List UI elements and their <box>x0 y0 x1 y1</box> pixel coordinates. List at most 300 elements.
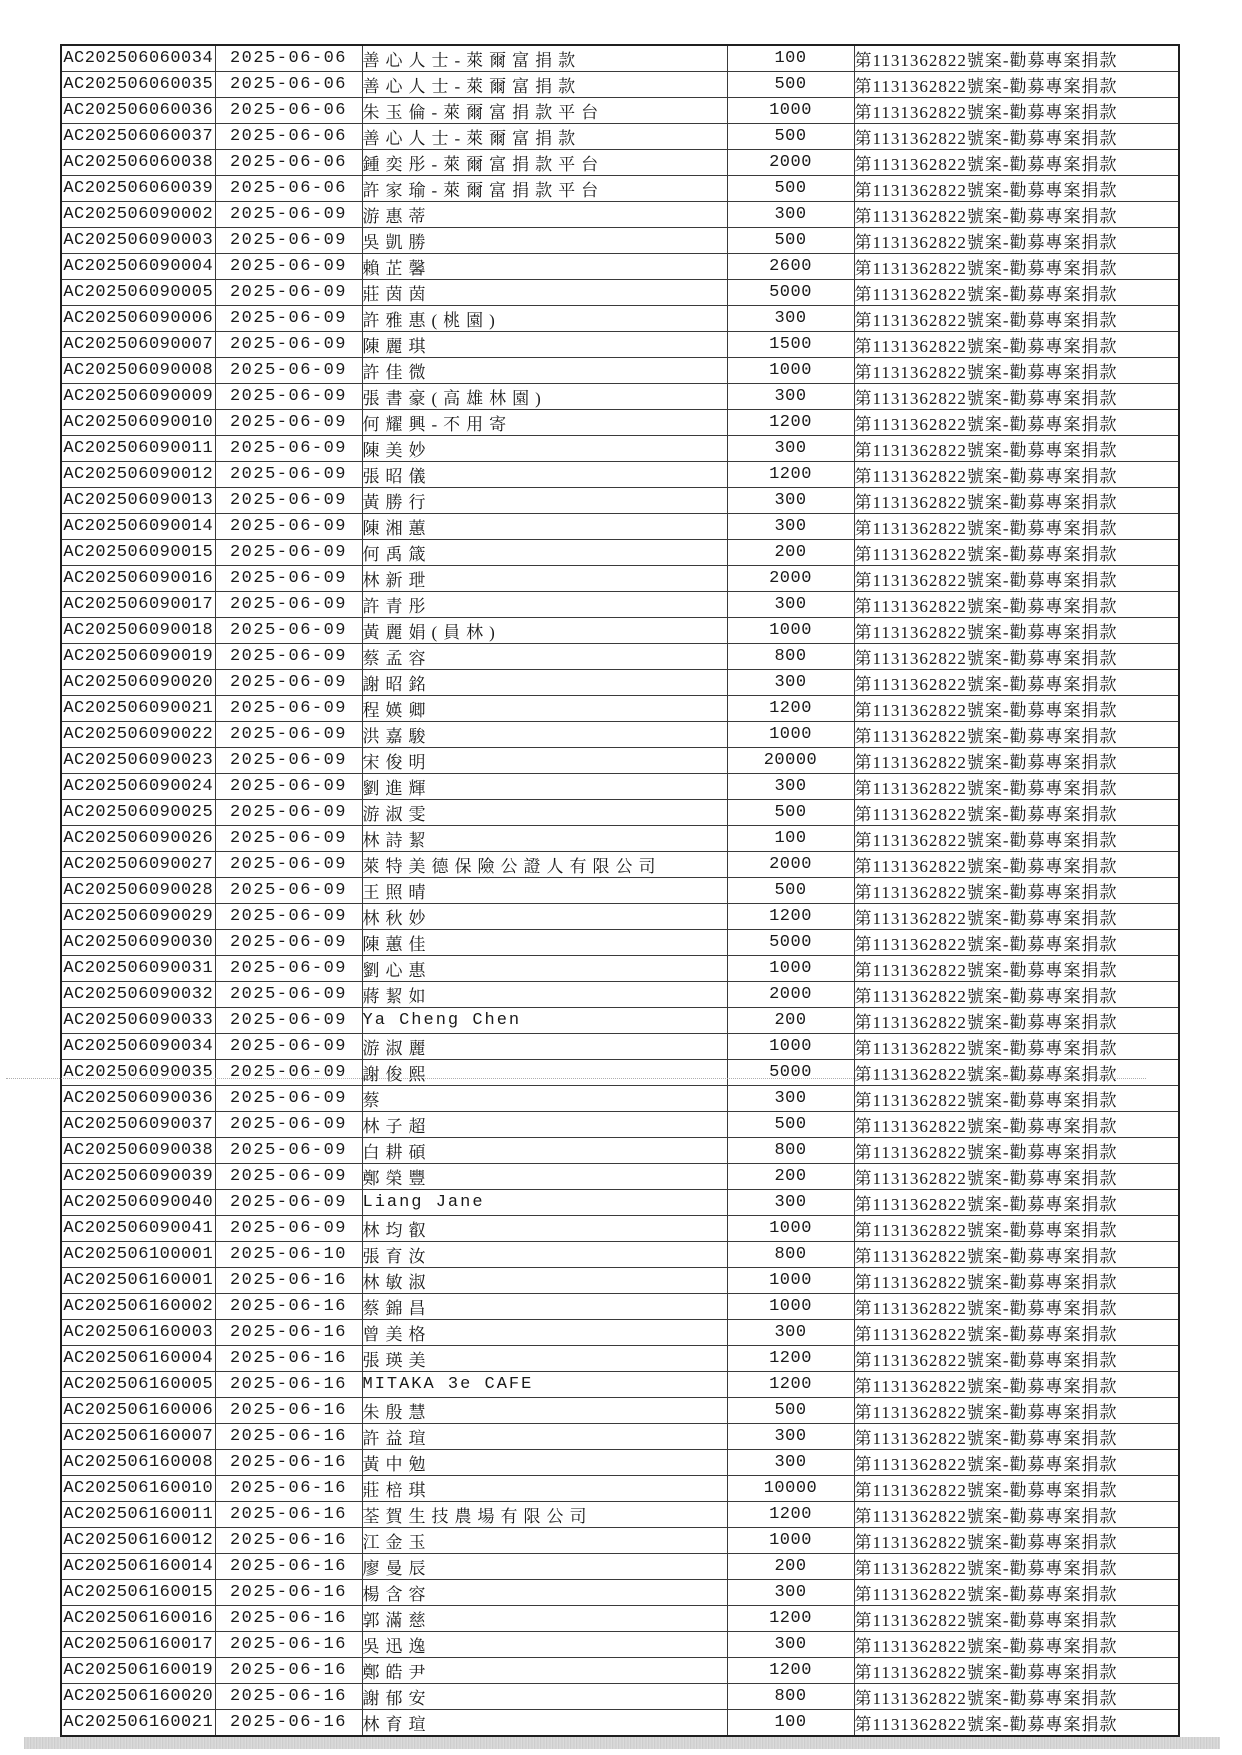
donor-cell: 林敏淑 <box>362 1268 727 1294</box>
date-cell: 2025-06-09 <box>215 202 362 228</box>
amount-cell: 100 <box>727 826 854 852</box>
amount-cell: 1500 <box>727 332 854 358</box>
donor-cell: 洪嘉駿 <box>362 722 727 748</box>
amount-cell: 500 <box>727 72 854 98</box>
donor-cell: 曾美格 <box>362 1320 727 1346</box>
case-cell: 第1131362822號案-勸募專案捐款 <box>854 930 1179 956</box>
case-cell: 第1131362822號案-勸募專案捐款 <box>854 644 1179 670</box>
amount-cell: 300 <box>727 514 854 540</box>
table-row <box>61 332 1179 358</box>
case-cell: 第1131362822號案-勸募專案捐款 <box>854 748 1179 774</box>
case-cell: 第1131362822號案-勸募專案捐款 <box>854 540 1179 566</box>
donor-cell: 張書豪(高雄林園) <box>362 384 727 410</box>
amount-cell: 100 <box>727 45 854 72</box>
table-row <box>61 1528 1179 1554</box>
date-cell: 2025-06-16 <box>215 1268 362 1294</box>
donor-cell: MITAKA 3e CAFE <box>362 1372 727 1398</box>
case-cell: 第1131362822號案-勸募專案捐款 <box>854 488 1179 514</box>
amount-cell: 5000 <box>727 280 854 306</box>
table-row <box>61 1606 1179 1632</box>
donor-cell: Liang Jane <box>362 1190 727 1216</box>
amount-cell: 500 <box>727 1112 854 1138</box>
receipt-id-cell: AC202506090033 <box>61 1008 215 1034</box>
date-cell: 2025-06-16 <box>215 1424 362 1450</box>
table-row <box>61 566 1179 592</box>
amount-cell: 300 <box>727 592 854 618</box>
table-row <box>61 930 1179 956</box>
date-cell: 2025-06-09 <box>215 514 362 540</box>
receipt-id-cell: AC202506090020 <box>61 670 215 696</box>
case-cell: 第1131362822號案-勸募專案捐款 <box>854 1060 1179 1086</box>
receipt-id-cell: AC202506090030 <box>61 930 215 956</box>
receipt-id-cell: AC202506090002 <box>61 202 215 228</box>
amount-cell: 2000 <box>727 852 854 878</box>
case-cell: 第1131362822號案-勸募專案捐款 <box>854 202 1179 228</box>
table-row <box>61 670 1179 696</box>
table-row <box>61 826 1179 852</box>
table-row <box>61 982 1179 1008</box>
date-cell: 2025-06-09 <box>215 1086 362 1112</box>
amount-cell: 500 <box>727 176 854 202</box>
receipt-id-cell: AC202506090039 <box>61 1164 215 1190</box>
date-cell: 2025-06-06 <box>215 98 362 124</box>
donor-cell: 張瑛美 <box>362 1346 727 1372</box>
case-cell: 第1131362822號案-勸募專案捐款 <box>854 800 1179 826</box>
table-row <box>61 1164 1179 1190</box>
amount-cell: 500 <box>727 124 854 150</box>
case-cell: 第1131362822號案-勸募專案捐款 <box>854 1580 1179 1606</box>
table-row <box>61 1502 1179 1528</box>
donor-cell: 鍾奕彤-萊爾富捐款平台 <box>362 150 727 176</box>
date-cell: 2025-06-09 <box>215 670 362 696</box>
amount-cell: 800 <box>727 644 854 670</box>
receipt-id-cell: AC202506090026 <box>61 826 215 852</box>
case-cell: 第1131362822號案-勸募專案捐款 <box>854 72 1179 98</box>
amount-cell: 1200 <box>727 410 854 436</box>
date-cell: 2025-06-16 <box>215 1502 362 1528</box>
case-cell: 第1131362822號案-勸募專案捐款 <box>854 1710 1179 1737</box>
donor-cell: 楊含容 <box>362 1580 727 1606</box>
date-cell: 2025-06-09 <box>215 1190 362 1216</box>
case-cell: 第1131362822號案-勸募專案捐款 <box>854 1528 1179 1554</box>
amount-cell: 300 <box>727 1086 854 1112</box>
receipt-id-cell: AC202506090035 <box>61 1060 215 1086</box>
receipt-id-cell: AC202506090010 <box>61 410 215 436</box>
date-cell: 2025-06-06 <box>215 72 362 98</box>
case-cell: 第1131362822號案-勸募專案捐款 <box>854 1320 1179 1346</box>
donor-cell: 陳麗琪 <box>362 332 727 358</box>
date-cell: 2025-06-06 <box>215 150 362 176</box>
case-cell: 第1131362822號案-勸募專案捐款 <box>854 1294 1179 1320</box>
amount-cell: 1200 <box>727 1346 854 1372</box>
table-row <box>61 436 1179 462</box>
amount-cell: 1000 <box>727 618 854 644</box>
receipt-id-cell: AC202506090018 <box>61 618 215 644</box>
table-row <box>61 306 1179 332</box>
donor-cell: 莊茵茵 <box>362 280 727 306</box>
table-row <box>61 488 1179 514</box>
table-row <box>61 722 1179 748</box>
case-cell: 第1131362822號案-勸募專案捐款 <box>854 1372 1179 1398</box>
table-row <box>61 1268 1179 1294</box>
receipt-id-cell: AC202506160001 <box>61 1268 215 1294</box>
amount-cell: 1200 <box>727 462 854 488</box>
table-row <box>61 1034 1179 1060</box>
donor-cell: 王照晴 <box>362 878 727 904</box>
date-cell: 2025-06-09 <box>215 826 362 852</box>
receipt-id-cell: AC202506090029 <box>61 904 215 930</box>
donor-cell: 游淑雯 <box>362 800 727 826</box>
donor-cell: 白耕碩 <box>362 1138 727 1164</box>
receipt-id-cell: AC202506160017 <box>61 1632 215 1658</box>
table-row <box>61 176 1179 202</box>
case-cell: 第1131362822號案-勸募專案捐款 <box>854 878 1179 904</box>
case-cell: 第1131362822號案-勸募專案捐款 <box>854 150 1179 176</box>
date-cell: 2025-06-09 <box>215 436 362 462</box>
table-row <box>61 98 1179 124</box>
case-cell: 第1131362822號案-勸募專案捐款 <box>854 280 1179 306</box>
date-cell: 2025-06-09 <box>215 332 362 358</box>
amount-cell: 200 <box>727 1164 854 1190</box>
date-cell: 2025-06-16 <box>215 1450 362 1476</box>
table-row <box>61 748 1179 774</box>
amount-cell: 1000 <box>727 1216 854 1242</box>
case-cell: 第1131362822號案-勸募專案捐款 <box>854 722 1179 748</box>
amount-cell: 2000 <box>727 566 854 592</box>
table-row <box>61 254 1179 280</box>
amount-cell: 800 <box>727 1684 854 1710</box>
amount-cell: 500 <box>727 800 854 826</box>
case-cell: 第1131362822號案-勸募專案捐款 <box>854 1450 1179 1476</box>
amount-cell: 1200 <box>727 1606 854 1632</box>
donor-cell: 程媖卿 <box>362 696 727 722</box>
table-row <box>61 540 1179 566</box>
receipt-id-cell: AC202506090032 <box>61 982 215 1008</box>
donor-cell: 陳湘蕙 <box>362 514 727 540</box>
date-cell: 2025-06-09 <box>215 358 362 384</box>
case-cell: 第1131362822號案-勸募專案捐款 <box>854 1502 1179 1528</box>
donor-cell: 吳凱勝 <box>362 228 727 254</box>
case-cell: 第1131362822號案-勸募專案捐款 <box>854 436 1179 462</box>
table-row <box>61 1424 1179 1450</box>
date-cell: 2025-06-09 <box>215 722 362 748</box>
receipt-id-cell: AC202506090036 <box>61 1086 215 1112</box>
donor-cell: 蔡孟容 <box>362 644 727 670</box>
table-row <box>61 1138 1179 1164</box>
amount-cell: 5000 <box>727 930 854 956</box>
scan-artifact-dotted-line <box>6 1078 1146 1079</box>
donor-cell: 朱玉倫-萊爾富捐款平台 <box>362 98 727 124</box>
donor-cell: 吳迅逸 <box>362 1632 727 1658</box>
receipt-id-cell: AC202506090016 <box>61 566 215 592</box>
case-cell: 第1131362822號案-勸募專案捐款 <box>854 228 1179 254</box>
amount-cell: 300 <box>727 202 854 228</box>
amount-cell: 2000 <box>727 982 854 1008</box>
case-cell: 第1131362822號案-勸募專案捐款 <box>854 1554 1179 1580</box>
receipt-id-cell: AC202506090022 <box>61 722 215 748</box>
receipt-id-cell: AC202506160021 <box>61 1710 215 1737</box>
donor-cell: 林秋妙 <box>362 904 727 930</box>
case-cell: 第1131362822號案-勸募專案捐款 <box>854 1268 1179 1294</box>
amount-cell: 300 <box>727 436 854 462</box>
table-row <box>61 1658 1179 1684</box>
table-row <box>61 1086 1179 1112</box>
amount-cell: 300 <box>727 670 854 696</box>
date-cell: 2025-06-16 <box>215 1476 362 1502</box>
receipt-id-cell: AC202506090014 <box>61 514 215 540</box>
date-cell: 2025-06-09 <box>215 774 362 800</box>
date-cell: 2025-06-09 <box>215 644 362 670</box>
receipt-id-cell: AC202506090019 <box>61 644 215 670</box>
amount-cell: 1000 <box>727 956 854 982</box>
receipt-id-cell: AC202506090015 <box>61 540 215 566</box>
donor-cell: 林詩絜 <box>362 826 727 852</box>
receipt-id-cell: AC202506160010 <box>61 1476 215 1502</box>
table-row <box>61 1684 1179 1710</box>
amount-cell: 1200 <box>727 696 854 722</box>
case-cell: 第1131362822號案-勸募專案捐款 <box>854 358 1179 384</box>
receipt-id-cell: AC202506160015 <box>61 1580 215 1606</box>
receipt-id-cell: AC202506090011 <box>61 436 215 462</box>
case-cell: 第1131362822號案-勸募專案捐款 <box>854 982 1179 1008</box>
amount-cell: 800 <box>727 1138 854 1164</box>
receipt-id-cell: AC202506090009 <box>61 384 215 410</box>
date-cell: 2025-06-16 <box>215 1294 362 1320</box>
donor-cell: 黃勝行 <box>362 488 727 514</box>
case-cell: 第1131362822號案-勸募專案捐款 <box>854 98 1179 124</box>
donor-cell: 許青彤 <box>362 592 727 618</box>
donor-cell: 許佳微 <box>362 358 727 384</box>
receipt-id-cell: AC202506160004 <box>61 1346 215 1372</box>
case-cell: 第1131362822號案-勸募專案捐款 <box>854 592 1179 618</box>
donor-cell: 善心人士-萊爾富捐款 <box>362 45 727 72</box>
receipt-id-cell: AC202506090027 <box>61 852 215 878</box>
amount-cell: 1000 <box>727 722 854 748</box>
donor-cell: 游惠蒂 <box>362 202 727 228</box>
case-cell: 第1131362822號案-勸募專案捐款 <box>854 1606 1179 1632</box>
date-cell: 2025-06-09 <box>215 228 362 254</box>
date-cell: 2025-06-09 <box>215 1138 362 1164</box>
receipt-id-cell: AC202506060038 <box>61 150 215 176</box>
receipt-id-cell: AC202506090006 <box>61 306 215 332</box>
date-cell: 2025-06-09 <box>215 956 362 982</box>
amount-cell: 1000 <box>727 98 854 124</box>
donor-cell: 蔣絜如 <box>362 982 727 1008</box>
receipt-id-cell: AC202506160003 <box>61 1320 215 1346</box>
donor-cell: 鄭皓尹 <box>362 1658 727 1684</box>
amount-cell: 500 <box>727 878 854 904</box>
table-row <box>61 904 1179 930</box>
receipt-id-cell: AC202506160016 <box>61 1606 215 1632</box>
receipt-id-cell: AC202506090041 <box>61 1216 215 1242</box>
case-cell: 第1131362822號案-勸募專案捐款 <box>854 1086 1179 1112</box>
amount-cell: 300 <box>727 1580 854 1606</box>
date-cell: 2025-06-09 <box>215 1112 362 1138</box>
date-cell: 2025-06-09 <box>215 1034 362 1060</box>
donor-cell: 許雅惠(桃園) <box>362 306 727 332</box>
case-cell: 第1131362822號案-勸募專案捐款 <box>854 254 1179 280</box>
table-row <box>61 1580 1179 1606</box>
case-cell: 第1131362822號案-勸募專案捐款 <box>854 1190 1179 1216</box>
receipt-id-cell: AC202506160006 <box>61 1398 215 1424</box>
amount-cell: 300 <box>727 488 854 514</box>
amount-cell: 1000 <box>727 1034 854 1060</box>
date-cell: 2025-06-09 <box>215 540 362 566</box>
receipt-id-cell: AC202506160007 <box>61 1424 215 1450</box>
case-cell: 第1131362822號案-勸募專案捐款 <box>854 774 1179 800</box>
date-cell: 2025-06-10 <box>215 1242 362 1268</box>
receipt-id-cell: AC202506090028 <box>61 878 215 904</box>
table-row <box>61 358 1179 384</box>
amount-cell: 1000 <box>727 1294 854 1320</box>
date-cell: 2025-06-09 <box>215 878 362 904</box>
receipt-id-cell: AC202506090037 <box>61 1112 215 1138</box>
date-cell: 2025-06-09 <box>215 488 362 514</box>
date-cell: 2025-06-09 <box>215 1164 362 1190</box>
date-cell: 2025-06-16 <box>215 1320 362 1346</box>
receipt-id-cell: AC202506090012 <box>61 462 215 488</box>
receipt-id-cell: AC202506160019 <box>61 1658 215 1684</box>
date-cell: 2025-06-09 <box>215 904 362 930</box>
table-row <box>61 280 1179 306</box>
date-cell: 2025-06-16 <box>215 1372 362 1398</box>
table-row <box>61 1632 1179 1658</box>
donor-cell: 宋俊明 <box>362 748 727 774</box>
date-cell: 2025-06-09 <box>215 462 362 488</box>
table-row <box>61 228 1179 254</box>
date-cell: 2025-06-09 <box>215 410 362 436</box>
table-row <box>61 514 1179 540</box>
case-cell: 第1131362822號案-勸募專案捐款 <box>854 1424 1179 1450</box>
date-cell: 2025-06-09 <box>215 748 362 774</box>
table-row <box>61 800 1179 826</box>
date-cell: 2025-06-16 <box>215 1528 362 1554</box>
receipt-id-cell: AC202506090017 <box>61 592 215 618</box>
table-row <box>61 1554 1179 1580</box>
case-cell: 第1131362822號案-勸募專案捐款 <box>854 852 1179 878</box>
donor-cell: 蔡錦昌 <box>362 1294 727 1320</box>
donor-cell: 謝俊熙 <box>362 1060 727 1086</box>
donor-cell: 黃麗娟(員林) <box>362 618 727 644</box>
donor-cell: 林子超 <box>362 1112 727 1138</box>
date-cell: 2025-06-16 <box>215 1606 362 1632</box>
table-row <box>61 774 1179 800</box>
receipt-id-cell: AC202506160020 <box>61 1684 215 1710</box>
case-cell: 第1131362822號案-勸募專案捐款 <box>854 1164 1179 1190</box>
case-cell: 第1131362822號案-勸募專案捐款 <box>854 618 1179 644</box>
donor-cell: 蔡 <box>362 1086 727 1112</box>
table-row <box>61 124 1179 150</box>
table-row <box>61 384 1179 410</box>
case-cell: 第1131362822號案-勸募專案捐款 <box>854 696 1179 722</box>
date-cell: 2025-06-09 <box>215 1008 362 1034</box>
date-cell: 2025-06-06 <box>215 45 362 72</box>
amount-cell: 500 <box>727 1398 854 1424</box>
amount-cell: 200 <box>727 1554 854 1580</box>
amount-cell: 100 <box>727 1710 854 1737</box>
amount-cell: 500 <box>727 228 854 254</box>
receipt-id-cell: AC202506090038 <box>61 1138 215 1164</box>
table-row <box>61 462 1179 488</box>
receipt-id-cell: AC202506060039 <box>61 176 215 202</box>
table-row <box>61 1112 1179 1138</box>
date-cell: 2025-06-16 <box>215 1580 362 1606</box>
date-cell: 2025-06-09 <box>215 592 362 618</box>
receipt-id-cell: AC202506090023 <box>61 748 215 774</box>
donor-cell: 郭滿慈 <box>362 1606 727 1632</box>
donor-cell: 張育汝 <box>362 1242 727 1268</box>
table-row <box>61 202 1179 228</box>
date-cell: 2025-06-16 <box>215 1658 362 1684</box>
donor-cell: 鄭榮豐 <box>362 1164 727 1190</box>
table-row <box>61 878 1179 904</box>
receipt-id-cell: AC202506090008 <box>61 358 215 384</box>
date-cell: 2025-06-09 <box>215 982 362 1008</box>
case-cell: 第1131362822號案-勸募專案捐款 <box>854 1346 1179 1372</box>
case-cell: 第1131362822號案-勸募專案捐款 <box>854 1112 1179 1138</box>
donor-cell: 何耀興-不用寄 <box>362 410 727 436</box>
amount-cell: 20000 <box>727 748 854 774</box>
receipt-id-cell: AC202506090034 <box>61 1034 215 1060</box>
amount-cell: 800 <box>727 1242 854 1268</box>
date-cell: 2025-06-09 <box>215 306 362 332</box>
date-cell: 2025-06-09 <box>215 1060 362 1086</box>
table-row <box>61 1294 1179 1320</box>
receipt-id-cell: AC202506060035 <box>61 72 215 98</box>
date-cell: 2025-06-09 <box>215 852 362 878</box>
case-cell: 第1131362822號案-勸募專案捐款 <box>854 332 1179 358</box>
receipt-id-cell: AC202506100001 <box>61 1242 215 1268</box>
amount-cell: 5000 <box>727 1060 854 1086</box>
table-row <box>61 410 1179 436</box>
receipt-id-cell: AC202506060037 <box>61 124 215 150</box>
date-cell: 2025-06-09 <box>215 566 362 592</box>
receipt-id-cell: AC202506090003 <box>61 228 215 254</box>
scan-artifact-band <box>24 1737 1220 1749</box>
receipt-id-cell: AC202506160012 <box>61 1528 215 1554</box>
table-row <box>61 956 1179 982</box>
receipt-id-cell: AC202506160014 <box>61 1554 215 1580</box>
table-row <box>61 150 1179 176</box>
donation-ledger-table <box>60 44 1180 1737</box>
amount-cell: 300 <box>727 306 854 332</box>
receipt-id-cell: AC202506060036 <box>61 98 215 124</box>
date-cell: 2025-06-16 <box>215 1632 362 1658</box>
table-row <box>61 1450 1179 1476</box>
amount-cell: 1000 <box>727 1528 854 1554</box>
case-cell: 第1131362822號案-勸募專案捐款 <box>854 1138 1179 1164</box>
donor-cell: 陳美妙 <box>362 436 727 462</box>
table-row <box>61 1346 1179 1372</box>
receipt-id-cell: AC202506090024 <box>61 774 215 800</box>
donor-cell: 何禹箴 <box>362 540 727 566</box>
table-row <box>61 852 1179 878</box>
table-row <box>61 1060 1179 1086</box>
donor-cell: 林新玴 <box>362 566 727 592</box>
case-cell: 第1131362822號案-勸募專案捐款 <box>854 1632 1179 1658</box>
table-row <box>61 592 1179 618</box>
donor-cell: 莊棓琪 <box>362 1476 727 1502</box>
case-cell: 第1131362822號案-勸募專案捐款 <box>854 1216 1179 1242</box>
donation-table-body <box>61 45 1179 1736</box>
amount-cell: 300 <box>727 1424 854 1450</box>
table-row <box>61 644 1179 670</box>
date-cell: 2025-06-16 <box>215 1346 362 1372</box>
table-row <box>61 1242 1179 1268</box>
amount-cell: 300 <box>727 384 854 410</box>
donor-cell: 劉進輝 <box>362 774 727 800</box>
case-cell: 第1131362822號案-勸募專案捐款 <box>854 826 1179 852</box>
